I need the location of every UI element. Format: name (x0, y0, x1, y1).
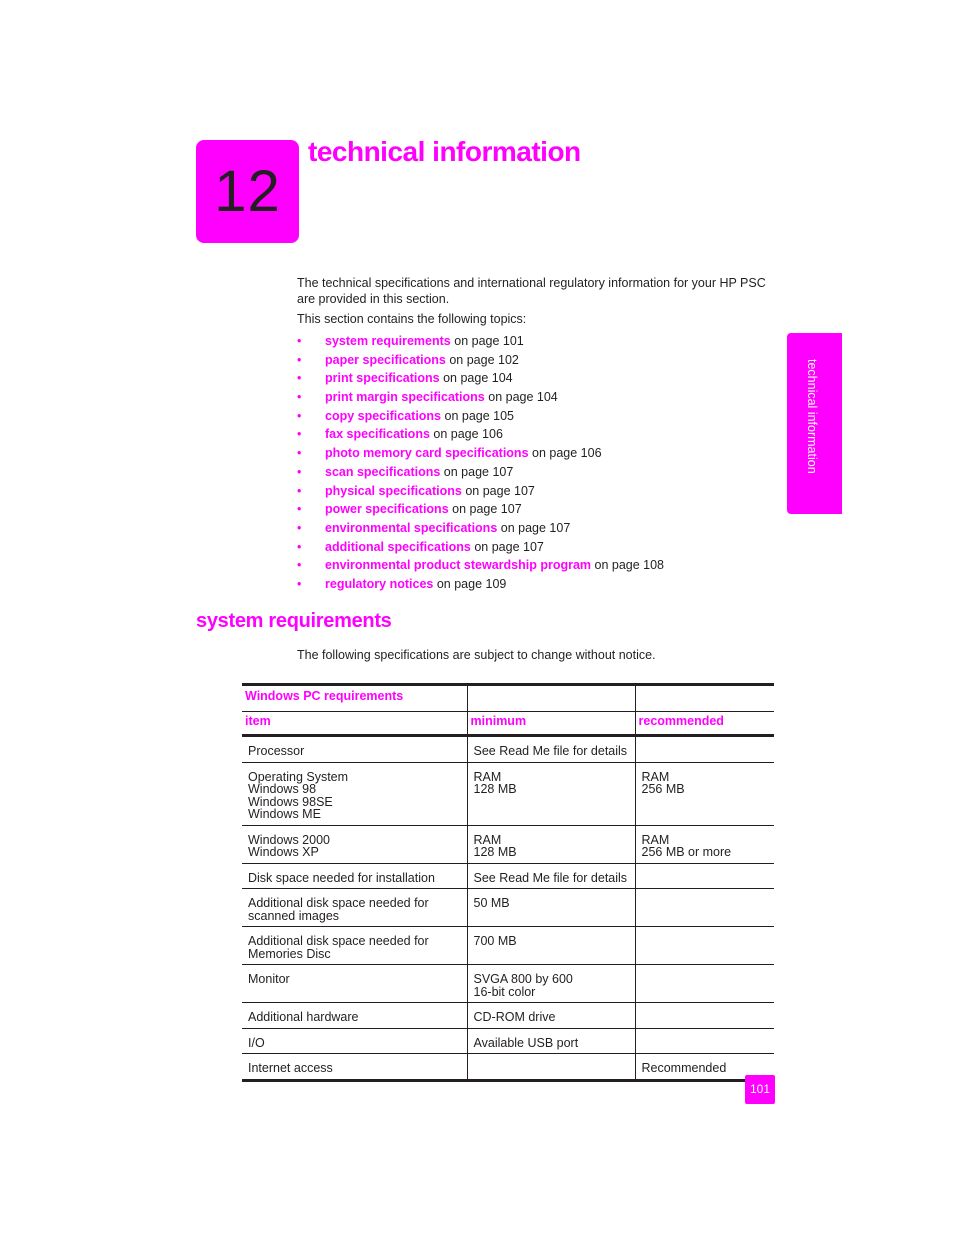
topic-link[interactable]: copy specifications (325, 408, 442, 423)
cell-text: 50 MB (473, 896, 510, 910)
cell-text: RAM 128 MB (473, 832, 517, 859)
cell-item (242, 927, 467, 965)
table-caption-row (242, 685, 774, 712)
topic-link[interactable]: additional specifications (325, 539, 471, 554)
bullet-icon: • (297, 576, 302, 591)
cell-recommended (635, 825, 774, 863)
topic-page-ref: on page 106 (429, 427, 503, 442)
cell-recommended (635, 736, 774, 763)
cell-minimum (467, 762, 635, 825)
cell-text: Processor (248, 744, 305, 758)
topic-link[interactable]: print specifications (325, 371, 440, 386)
bullet-icon: • (297, 520, 302, 535)
cell-minimum (467, 965, 635, 1003)
side-tab (787, 333, 842, 514)
intro (297, 275, 777, 331)
topic-link[interactable]: physical specifications (325, 483, 462, 498)
table-caption-empty (467, 685, 635, 712)
bullet-icon: • (297, 502, 302, 517)
topic-page-ref: on page 107 (448, 502, 522, 517)
cell-text: Windows 2000 Windows XP (248, 832, 330, 859)
topic-item (297, 388, 664, 407)
bullet-icon: • (297, 408, 302, 423)
cell-minimum (467, 927, 635, 965)
topic-item (297, 463, 664, 482)
table-row (242, 736, 774, 763)
cell-text: Additional disk space needed for Memories Disc (248, 934, 429, 961)
topic-item (297, 332, 664, 351)
cell-text: Internet access (248, 1061, 333, 1075)
topic-item (297, 556, 664, 575)
cell-text: RAM 128 MB (473, 769, 517, 796)
topic-link[interactable]: regulatory notices (325, 576, 434, 591)
topic-page-ref: on page 108 (591, 558, 665, 573)
topic-page-ref: on page 105 (441, 408, 515, 423)
cell-text: SVGA 800 by 600 16-bit color (473, 972, 573, 999)
table-row (242, 863, 774, 889)
cell-item (242, 762, 467, 825)
bullet-icon: • (297, 371, 302, 386)
topic-page-ref: on page 109 (433, 576, 507, 591)
cell-text: Additional disk space needed for scanned images (248, 896, 429, 923)
cell-minimum (467, 825, 635, 863)
cell-minimum (467, 1003, 635, 1029)
topic-item (297, 519, 664, 538)
table-row (242, 965, 774, 1003)
table-row (242, 1003, 774, 1029)
table-row (242, 762, 774, 825)
cell-text: Recommended (641, 1061, 727, 1075)
cell-minimum (467, 889, 635, 927)
cell-minimum (467, 1054, 635, 1081)
cell-text: See Read Me file for details (473, 870, 628, 885)
topic-page-ref: on page 106 (528, 446, 602, 461)
topic-page-ref: on page 107 (470, 539, 544, 554)
cell-text: Available USB port (473, 1035, 579, 1050)
cell-recommended (635, 889, 774, 927)
intro-topics-lead: This section contains the following topics: (297, 312, 527, 326)
section-note: The following specifications are subject to change without notice. (297, 648, 656, 662)
cell-item (242, 1003, 467, 1029)
header-minimum: minimum (467, 712, 635, 736)
cell-minimum (467, 736, 635, 763)
topic-link[interactable]: system requirements (325, 334, 451, 348)
topic-item (297, 369, 664, 388)
topic-page-ref: on page 107 (440, 464, 514, 479)
table-caption: Windows PC requirements (242, 685, 467, 712)
topic-item (297, 575, 664, 594)
cell-recommended (635, 1028, 774, 1054)
cell-text: Additional hardware (248, 1010, 359, 1024)
chapter-number-box (196, 140, 299, 243)
topic-link[interactable]: environmental product stewardship program (325, 558, 592, 573)
table-row (242, 825, 774, 863)
topic-page-ref: on page 104 (484, 390, 558, 405)
topic-page-ref: on page 104 (439, 371, 513, 386)
topic-item (297, 351, 664, 370)
cell-text: 700 MB (473, 934, 517, 948)
cell-minimum (467, 1028, 635, 1054)
cell-text: Operating System Windows 98 Windows 98SE Windows ME (248, 769, 349, 821)
cell-item (242, 863, 467, 889)
cell-text: Disk space needed for installation (248, 870, 435, 885)
cell-item (242, 1028, 467, 1054)
cell-item (242, 1054, 467, 1081)
topic-page-ref: on page 101 (450, 334, 524, 348)
topic-page-ref: on page 102 (445, 352, 519, 367)
topic-page-ref: on page 107 (461, 483, 535, 498)
cell-minimum (467, 863, 635, 889)
topic-item (297, 444, 664, 463)
bullet-icon: • (297, 483, 302, 498)
intro-paragraph: The technical specifications and international regulatory information for your HP PSC are provided in this section. (297, 276, 766, 306)
section-heading: system requirements (196, 610, 392, 632)
topic-link[interactable]: power specifications (325, 502, 449, 517)
cell-recommended (635, 965, 774, 1003)
table-caption-empty (635, 685, 774, 712)
header-recommended: recommended (635, 712, 774, 736)
topic-link[interactable]: fax specifications (325, 427, 430, 442)
table-row (242, 1054, 774, 1081)
topic-item (297, 425, 664, 444)
topic-link[interactable]: environmental specifications (325, 520, 498, 535)
cell-text: Monitor (248, 972, 290, 986)
page-number: 101 (745, 1075, 775, 1104)
cell-item (242, 965, 467, 1003)
table-row (242, 889, 774, 927)
cell-item (242, 889, 467, 927)
bullet-icon: • (297, 352, 302, 367)
cell-recommended (635, 1003, 774, 1029)
table-row (242, 1028, 774, 1054)
topic-page-ref: on page 107 (497, 520, 571, 535)
chapter-title: technical information (308, 136, 581, 167)
cell-text: CD-ROM drive (473, 1010, 556, 1024)
cell-item (242, 736, 467, 763)
topic-item (297, 500, 664, 519)
topic-link[interactable]: print margin specifications (325, 390, 485, 405)
bullet-icon: • (297, 446, 302, 461)
bullet-icon: • (297, 464, 302, 479)
topic-item (297, 482, 664, 501)
bullet-icon: • (297, 539, 302, 554)
cell-text: RAM 256 MB (641, 769, 685, 796)
cell-recommended (635, 927, 774, 965)
cell-text: RAM 256 MB or more (641, 832, 732, 859)
cell-text: See Read Me file for details (473, 744, 628, 758)
bullet-icon: • (297, 390, 302, 405)
topic-item (297, 538, 664, 557)
chapter-number: 12 (214, 159, 281, 224)
header-item: item (242, 712, 467, 736)
side-tab-label: technical information (805, 359, 819, 474)
bullet-icon: • (297, 334, 302, 348)
bullet-icon: • (297, 558, 302, 573)
cell-recommended (635, 762, 774, 825)
bullet-icon: • (297, 427, 302, 442)
table-header-row (242, 712, 774, 736)
cell-recommended (635, 863, 774, 889)
cell-item (242, 825, 467, 863)
table-row (242, 927, 774, 965)
cell-text: I/O (248, 1035, 265, 1050)
topic-item (297, 407, 664, 426)
topics-list (297, 332, 664, 594)
requirements-table (242, 683, 774, 1082)
topic-link[interactable]: photo memory card specifications (325, 446, 529, 461)
topic-link[interactable]: paper specifications (325, 352, 446, 367)
topic-link[interactable]: scan specifications (325, 464, 441, 479)
